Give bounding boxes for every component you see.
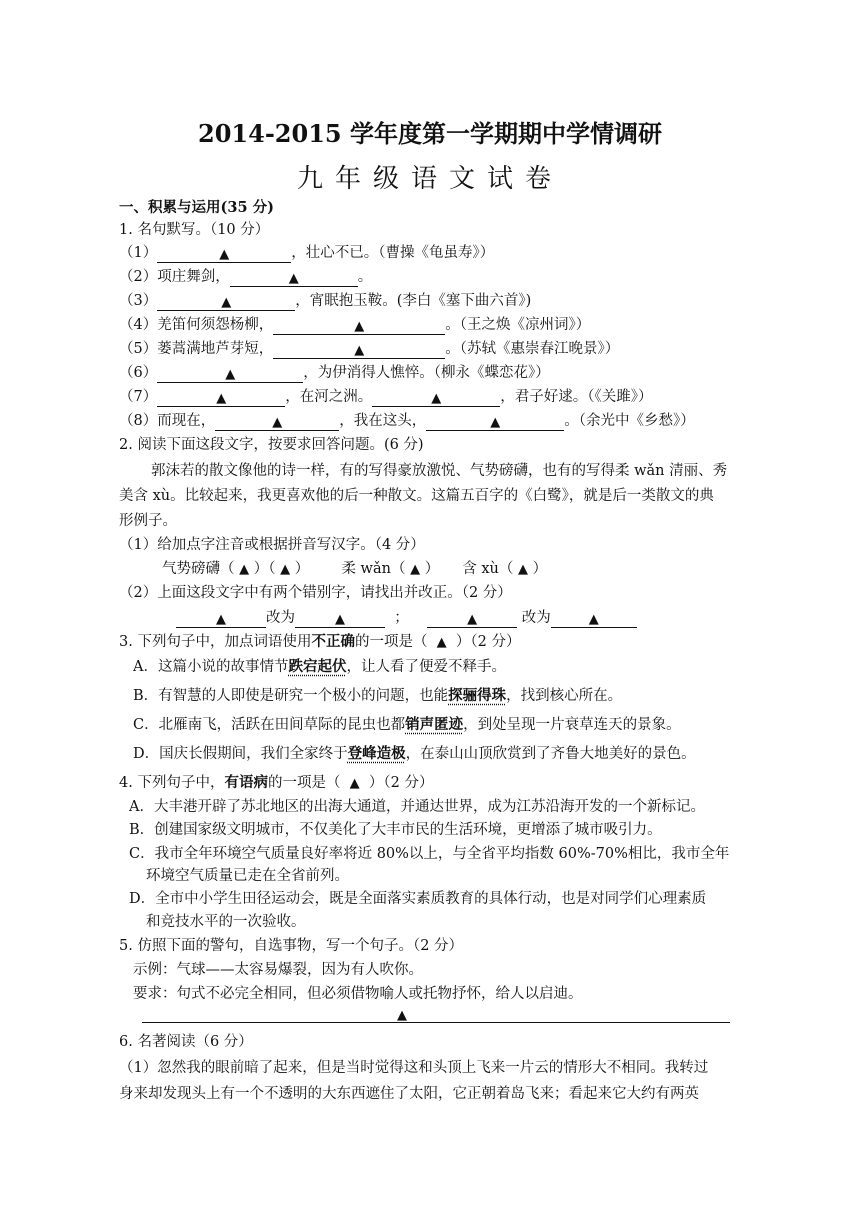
q6-passage-line: （1）忽然我的眼前暗了起来，但是当时觉得这和头顶上飞来一片云的情形大不相同。我转过: [119, 1060, 709, 1076]
answer-blank[interactable]: ▲: [273, 316, 445, 335]
q1-stem: 1. 名句默写。（10 分）: [119, 222, 270, 238]
q3-stem: 3. 下列句子中，加点词语使用不正确的一项是（ ▲ ）（2 分）: [119, 633, 521, 650]
q4-option-c-cont: 环境空气质量已走在全省前列。: [146, 868, 349, 884]
q5-example: 示例：气球——太容易爆裂，因为有人吹你。: [133, 962, 423, 978]
q4-stem: 4. 下列句子中，有语病的一项是（ ▲ ）（2 分）: [119, 774, 434, 791]
q2-sub1: （1）给加点字注音或根据拼音写汉字。（4 分）: [119, 537, 425, 553]
q4-option-b: B．创建国家级文明城市，不仅美化了大丰市民的生活环境，更增添了城市吸引力。: [129, 822, 662, 838]
q4-option-c: C．我市全年环境空气质量良好率将近 80%以上，与全省平均指数 60%-70%相比，我市全年: [129, 846, 730, 862]
answer-marker: ▲: [397, 1008, 407, 1023]
answer-blank[interactable]: ▲: [372, 388, 500, 407]
q5-stem: 5. 仿照下面的警句，自选事物，写一个句子。（2 分）: [119, 938, 464, 954]
section-heading: 一、积累与运用(35 分): [119, 199, 274, 216]
q4-option-d: D．全市中小学生田径运动会，既是全面落实素质教育的具体行动，也是对同学们心理素质: [129, 891, 707, 907]
q2-passage-line: 郭沫若的散文像他的诗一样，有的写得豪放激悦、气势磅礴，也有的写得柔 wǎn 清丽、秀: [151, 463, 728, 479]
answer-blank[interactable]: ▲: [157, 388, 285, 407]
q3-option-d: D．国庆长假期间，我们全家终于登峰造极，在泰山山顶欣赏到了齐鲁大地美好的景色。: [133, 745, 696, 762]
q3-option-c: C．北雁南飞，活跃在田间草际的昆虫也都销声匿迹，到处呈现一片衰草连天的景象。: [133, 716, 681, 733]
answer-blank[interactable]: ▲: [215, 412, 339, 431]
q1-item-8: （8）而现在， ▲ ，我在这头， ▲ 。（余光中《乡愁》）: [119, 413, 695, 430]
q4-option-a: A．大丰港开辟了苏北地区的出海大通道，并通达世界，成为江苏沿海开发的一个新标记。: [129, 799, 705, 815]
answer-blank[interactable]: ▲: [427, 609, 517, 628]
q6-stem: 6. 名著阅读（6 分）: [119, 1034, 253, 1050]
answer-blank[interactable]: ▲: [157, 364, 303, 383]
q2-sub1-items: 气势磅礴（ ▲ ）（ ▲ ） 柔 wǎn（ ▲ ） 含 xù（ ▲ ）: [162, 561, 548, 577]
q2-sub2: （2）上面这段文字中有两个错别字，请找出并改正。（2 分）: [119, 585, 512, 601]
q2-correction-row: ▲ 改为 ▲ ； ▲ 改为 ▲: [176, 608, 637, 628]
q1-item-3: （3） ▲ ，宵眠抱玉鞍。(李白《塞下曲六首》): [119, 293, 532, 310]
answer-blank[interactable]: ▲: [157, 292, 295, 311]
q2-passage-line: 美含 xù。比较起来，我更喜欢他的后一种散文。这篇五百字的《白鹭》，就是后一类散文的典: [119, 488, 714, 504]
answer-blank[interactable]: ▲: [157, 244, 291, 263]
answer-blank[interactable]: ▲: [273, 340, 445, 359]
answer-blank[interactable]: ▲: [426, 412, 564, 431]
q3-option-b: B．有智慧的人即使是研究一个极小的问题，也能探骊得珠，找到核心所在。: [133, 687, 623, 704]
q1-item-4: （4）羌笛何须怨杨柳， ▲ 。（王之焕《凉州词》）: [119, 317, 591, 334]
q6-passage-line: 身来却发现头上有一个不透明的大东西遮住了太阳，它正朝着岛飞来；看起来它大约有两英: [119, 1086, 699, 1102]
q3-option-a: A．这篇小说的故事情节跌宕起伏，让人看了便爱不释手。: [133, 658, 506, 675]
answer-line[interactable]: [142, 1022, 730, 1023]
q2-stem: 2. 阅读下面这段文字，按要求回答问题。(6 分): [119, 437, 424, 453]
q4-option-d-cont: 和竞技水平的一次验收。: [146, 914, 306, 930]
q1-item-7: （7） ▲ ，在河之洲。 ▲ ，君子好逑。（《关雎》）: [119, 389, 653, 406]
exam-subtitle: 九年级语文试卷: [296, 164, 563, 194]
q5-requirement: 要求：句式不必完全相同，但必须借物喻人或托物抒怀，给人以启迪。: [133, 986, 583, 1002]
answer-blank[interactable]: ▲: [176, 609, 266, 628]
q2-passage-line: 形例子。: [119, 513, 177, 529]
answer-blank[interactable]: ▲: [551, 609, 637, 628]
q1-item-6: （6） ▲ ，为伊消得人憔悴。（柳永《蝶恋花》）: [119, 365, 550, 382]
q1-item-1: （1） ▲ ，壮心不已。（曹操《龟虽寿》）: [119, 245, 495, 262]
q1-item-2: （2）项庄舞剑， ▲ 。: [119, 269, 373, 286]
exam-title: 2014-2015 学年度第一学期期中学情调研: [198, 119, 662, 148]
answer-blank[interactable]: ▲: [295, 609, 385, 628]
q1-item-5: （5）蒌蒿满地芦芽短， ▲ 。（苏轼《惠崇春江晚景》）: [119, 341, 620, 358]
answer-blank[interactable]: ▲: [230, 268, 358, 287]
